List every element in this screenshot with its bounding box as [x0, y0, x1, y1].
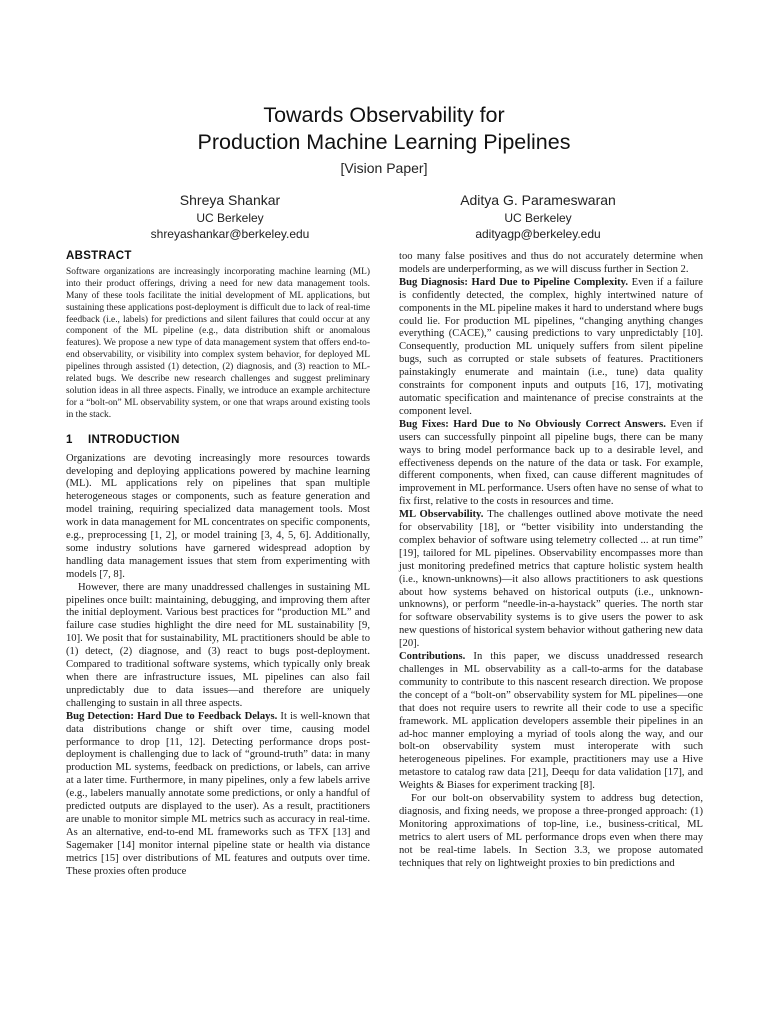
author-email: adityagp@berkeley.edu: [475, 227, 601, 241]
section-title: INTRODUCTION: [88, 433, 180, 446]
bug-fixes-paragraph: [399, 419, 703, 509]
author-block-2: [398, 191, 678, 242]
ml-observability-text: The challenges outlined above motivate the need for observability [18], or “better visibility into understanding the complex behavior of software using telemetry collected ... at run time” [19], tailored for ML pipelines. Observability encompasses more than just monitoring predefined metrics that capture holistic system health (i.e., known-unknowns)—it also allows practitioners to ask questions about how systems behaved on historical outputs (i.e., unknown-unknowns), or perform “needle-in-a-haystack” queries. The north star for software observability systems is to give users the power to ask new questions of historical system behavior without gathering new data [20].: [399, 509, 703, 650]
bug-diagnosis-text: Even if a failure is confidently detected, the complex, highly intertwined nature of components in the ML pipeline makes it hard to understand where bugs could lie. For production ML pipelines, “changing anything changes everything (CACE),” causing predictions to vary unpredictably [10]. Consequently, production ML uniquely suffers from silent pipeline bugs, such as corrupted or stale subsets of features. Practitioners painstakingly enumerate and maintain (i.e., tune) data quality constraints for component inputs and outputs [16, 17], motivating automatic specification and maintenance of precise constraints at the component level.: [399, 276, 703, 417]
intro-heading: [66, 434, 370, 447]
ml-observability-paragraph: [399, 509, 703, 651]
bug-diagnosis-paragraph: [399, 277, 703, 419]
contributions-text: In this paper, we discuss unaddressed research challenges in ML observability as a call-to-arms for the database community to contribute to this nascent research direction. We propose the concept of a “bolt-on” observability system for ML pipelines—one that does not require users to rewrite all their code to use a specific framework. ML application developers assemble their pipelines in an ad-hoc manner employing a myriad of tools along the way, and our bolt-on observability system must interoperate with such heterogeneous pipelines. For example, practitioners may use a Hive metastore to catalog raw data [21], Deequ for data validation [17], and Weights & Biases for experiment tracking [8].: [399, 651, 703, 792]
continued-paragraph: too many false positives and thus do not accurately determine when models are underperforming, as we will discuss further in Section 2.: [399, 251, 703, 275]
approach-paragraph: For our bolt-on observability system to address bug detection, diagnosis, and fixing needs, we propose a three-pronged approach: (1) Monitoring approximations of top-line, i.e., business-critical, ML metrics to alert users of ML performance drops even when there may not be real-time labels. In Section 3.3, we propose automated techniques that rely on lightweight proxies to bin predictions and: [399, 793, 703, 869]
paper-title-line-1: Towards Observability for: [263, 103, 505, 127]
section-number: 1: [66, 433, 73, 446]
contributions-paragraph: [399, 651, 703, 793]
bug-fixes-text: Even if users can successfully pinpoint all pipeline bugs, there can be many ways to bring model performance back up to a desirable level, and effectiveness depends on the nature of the data or task. For example, different components, when fixed, can cause different magnitudes of improvement in ML performance. Users often have no sense of what to fix first, relative to the costs in resources and time.: [399, 418, 703, 508]
paper-subtitle: [Vision Paper]: [340, 160, 428, 176]
bug-detection-text: It is well-known that data distributions change or shift over time, causing model performance to drop [11, 12]. Detecting performance drops post-deployment is challenging due to lack of “ground-truth” data: in many production ML systems, feedback on predictions, or labels, can arrive at a later time. Furthermore, in many pipelines, only a few labels arrive (e.g., labelers manually annotate some predictions, or only a handful of predicted outputs are displayed to the user). As a result, practitioners are unable to monitor simple ML metrics such as accuracy in real-time. As an alternative, end-to-end ML frameworks such as TFX [13] and Sagemaker [14] monitor internal pipeline state or health via distance metrics [15] over distributions of ML features and outputs over time. These proxies often produce: [66, 710, 370, 877]
bug-detection-paragraph: [66, 711, 370, 879]
author-block-1: [90, 191, 370, 242]
bug-detection-heading: Bug Detection: Hard Due to Feedback Delays.: [66, 710, 278, 722]
bug-diagnosis-heading: Bug Diagnosis: Hard Due to Pipeline Complexity.: [399, 276, 629, 288]
intro-paragraph-1: Organizations are devoting increasingly more resources towards developing and deploying applications powered by machine learning (ML). ML applications rely on pipelines that span multiple heterogeneous stages or components, such as feature generation and model training, requiring specialized data management tools. Most work in data management for ML concentrates on specific components, e.g., preprocessing [1, 2], or model training [3, 4, 5, 6]. Additionally, some industry solutions have garnered widespread adoption by handling data management issues that stem from experimenting with models [7, 8].: [66, 452, 370, 580]
contributions-heading: Contributions.: [399, 651, 466, 663]
title-block: [60, 102, 708, 176]
bug-fixes-heading: Bug Fixes: Hard Due to No Obviously Correct Answers.: [399, 418, 666, 430]
paper-title-line-2: Production Machine Learning Pipelines: [197, 130, 571, 154]
left-column: [66, 250, 370, 879]
ml-observability-heading: ML Observability.: [399, 509, 484, 521]
right-column: [399, 251, 703, 871]
author-email: shreyashankar@berkeley.edu: [150, 227, 310, 241]
intro-paragraph-2: However, there are many unaddressed challenges in sustaining ML pipelines once built: maintaining, debugging, and improving them after the initial deployment. Various best practices for “production ML” and failure case studies highlight the dire need for ML sustainability [9, 10]. We posit that for sustainability, ML practitioners should be able to (1) detect, (2) diagnose, and (3) react to bugs post-deployment. Compared to traditional software systems, which typically only break when there are infrastructure issues, ML pipelines can also fail unpredictably due to data issues—and therefore are uniquely challenging to sustain in all three aspects.: [66, 581, 370, 709]
abstract-heading: ABSTRACT: [66, 250, 132, 262]
author-affiliation: UC Berkeley: [504, 211, 572, 225]
author-name: Shreya Shankar: [179, 192, 281, 208]
abstract-text: Software organizations are increasingly incorporating machine learning (ML) into their product offerings, driving a need for new data management tools. Many of these tools facilitate the initial development of ML applications, but sustaining these applications post-deployment is difficult due to lack of real-time feedback (i.e., labels) for predictions and silent failures that could occur at any component of the ML pipeline (e.g., data distribution shift or anomalous features). We propose a new type of data management system that offers end-to-end observability, or visibility into complex system behavior, for deployed ML pipelines through assisted (1) detection, (2) diagnosis, and (3) reaction to ML-related bugs. We describe new research challenges and suggest preliminary solution ideas in all three aspects. Finally, we introduce an example architecture for a “bolt-on” ML observability system, or one that wraps around existing tools in the stack.: [66, 266, 370, 420]
author-affiliation: UC Berkeley: [196, 211, 264, 225]
author-name: Aditya G. Parameswaran: [460, 192, 616, 208]
